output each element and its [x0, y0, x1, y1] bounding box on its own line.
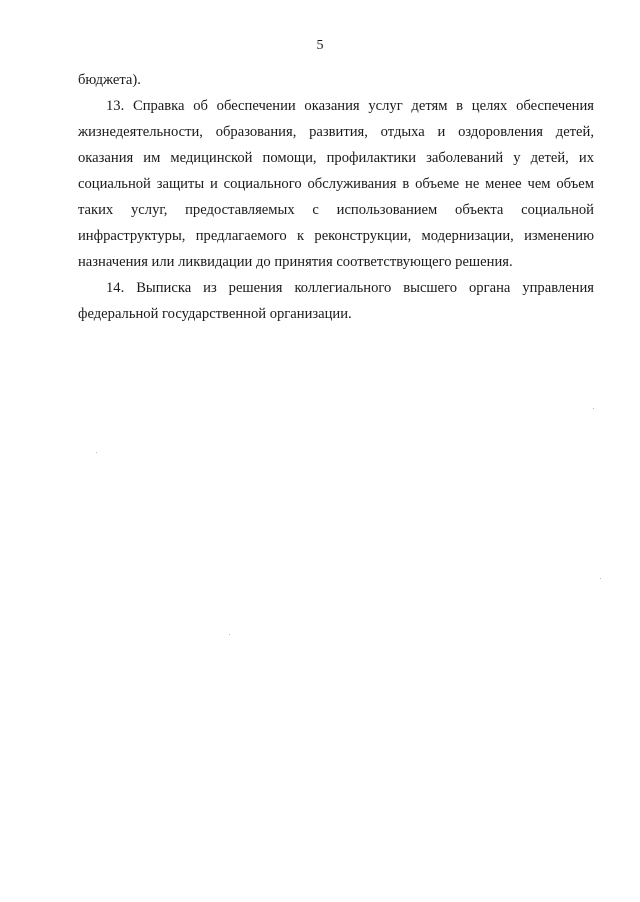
scan-speck [229, 634, 230, 635]
document-body [78, 67, 594, 327]
page-number: 5 [316, 38, 324, 53]
scan-speck [96, 452, 97, 453]
scan-speck [600, 578, 601, 579]
paragraph-continuation: бюджета). [78, 72, 141, 88]
paragraph-item-14: 14. Выписка из решения коллегиального высшего органа управления федеральной государственной организации. [78, 280, 594, 322]
paragraph-item-13: 13. Справка об обеспечении оказания услуг детям в целях обеспечения жизнедеятельности, образования, развития, отдыха и оздоровления детей, оказания им медицинской помощи, профилактики заболеваний у детей, их социальной защиты и социального обслуживания в объеме не менее чем объем таких услуг, предоставляемых с использованием объекта социальной инфраструктуры, предлагаемого к реконструкции, модернизации, изменению назначения или ликвидации до принятия соответствующего решения. [78, 98, 594, 270]
scan-speck [593, 408, 594, 409]
